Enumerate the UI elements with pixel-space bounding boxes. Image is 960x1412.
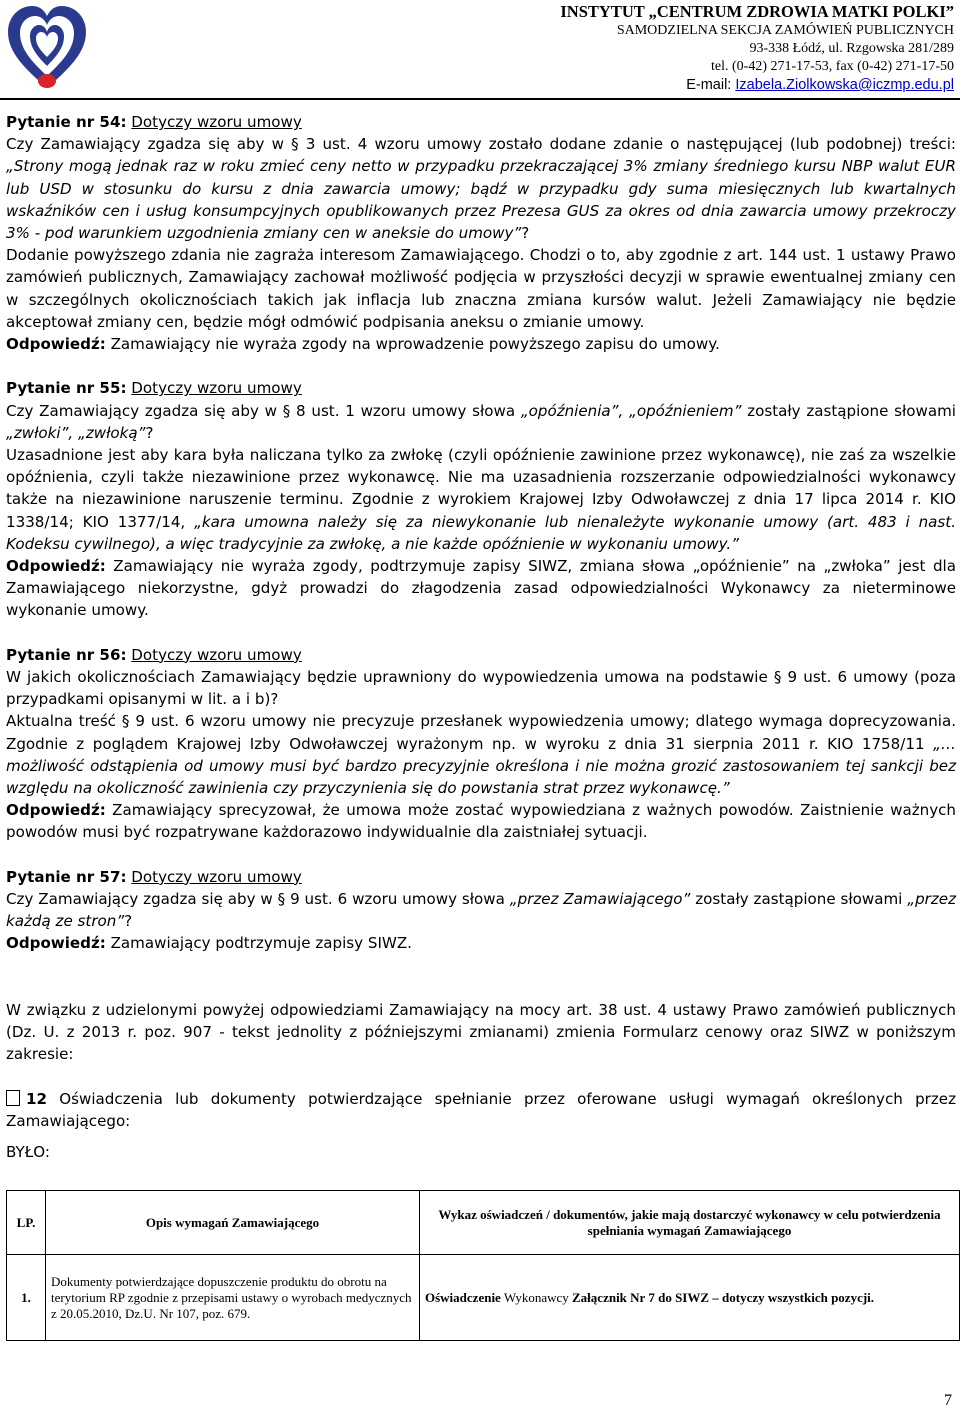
question-55-justification-plain: Uzasadnione jest aby kara była naliczana tylko za zwłokę (czyli opóźnienie zawinione przez wykonawcę), nie zaś za wszelkie opóźnienia, czyli także niezawinione przez wykonawcę. Nie ma uzasadnienia rozszerzanie odpowiedzialności wykonawcy także na niezawinione naruszenie terminu. Zgodnie z wyrokiem Krajowej Izby Odwoławczej z dnia 17 lipca 2014 r. KIO 1338/14; KIO 1377/14,	[6, 446, 956, 531]
question-55-justification	[6, 444, 956, 555]
question-56-answer	[6, 799, 956, 843]
table-header-lp: LP.	[7, 1191, 46, 1255]
question-55-quote-2: „zwłoki”, „zwłoką”	[6, 423, 146, 442]
row-documents-part-3: Załącznik Nr 7 do SIWZ – dotyczy wszystkich pozycji.	[572, 1289, 875, 1305]
question-55-justification-quote: „kara umowna należy się za niewykonanie lub nienależyte wykonanie umowy (art. 483 i nast. Kodeksu cywilnego), a więc tradycyjnie za zwłokę, a nie każde opóźnienie w wykonaniu umowy.”	[6, 512, 956, 553]
header-divider	[0, 98, 960, 100]
answer-text: Zamawiający nie wyraża zgody na wprowadzenie powyższego zapisu do umowy.	[105, 335, 720, 354]
question-57-title: Pytanie nr 57:	[6, 867, 127, 886]
closing-paragraph: W związku z udzielonymi powyżej odpowiedziami Zamawiający na mocy art. 38 ust. 4 ustawy Prawo zamówień publicznych (Dz. U. z 2013 r. poz. 907 - tekst jednolity z późniejszymi zmianami) zmienia Formularz cenowy oraz SIWZ w poniższym zakresie:	[6, 1001, 956, 1064]
question-57-topic: Dotyczy wzoru umowy	[131, 867, 302, 886]
section-number: 12	[26, 1089, 48, 1108]
question-55-text-mid: zostały zastąpione słowami	[741, 401, 956, 420]
question-57-text-mid: zostały zastąpione słowami	[690, 890, 908, 909]
email-label: E-mail:	[686, 77, 736, 93]
address: 93-338 Łódź, ul. Rzgowska 281/289	[749, 41, 954, 56]
question-54-justification: Dodanie powyższego zdania nie zagraża interesom Zamawiającego. Chodzi o to, aby zgodnie z art. 144 ust. 1 ustawy Prawo zamówień publicznych, Zamawiający zachował możliwość podjęcia w przyszłości decyzji w sprawie ewentualnej zmiany cen w szczególnych okolicznościach takich jak inflacja lub znaczna zmiana kursów walut. Jeżeli Zamawiający nie będzie akceptował zmiany cen, będzie mógł odmówić podpisania aneksu o zmianie umowy.	[6, 246, 956, 331]
question-55-answer	[6, 555, 956, 622]
table-header-row	[7, 1191, 960, 1255]
table-header-description: Opis wymagań Zamawiającego	[46, 1191, 420, 1255]
question-57-answer	[6, 932, 956, 954]
question-56-heading	[6, 644, 956, 666]
question-54-heading	[6, 111, 956, 133]
question-56-text: W jakich okolicznościach Zamawiający będzie uprawniony do wypowiedzenia umowa na podstawie § 9 ust. 6 umowy (poza przypadkami opisanymi w lit. a i b)?	[6, 668, 956, 709]
answer-label: Odpowiedź:	[6, 801, 106, 820]
row-description: Dokumenty potwierdzające dopuszczenie produktu do obrotu na terytorium RP zgodnie z przepisami ustawy o wyrobach medycznych z 20.05.2010, Dz.U. Nr 107, poz. 679.	[46, 1255, 420, 1341]
answer-label: Odpowiedź:	[6, 934, 106, 953]
question-54-text-end: ?	[521, 224, 530, 243]
table-row	[7, 1255, 960, 1341]
section-12-heading	[6, 1088, 956, 1132]
question-57-text-plain: Czy Zamawiający zgadza się aby w § 9 ust. 6 wzoru umowy słowa	[6, 890, 510, 909]
question-56-justification-quote: „…możliwość odstąpienia od umowy musi być bardzo precyzyjnie określona i nie można grozić zastosowaniem tej sankcji bez względu na okoliczność zawinienia czy przyczynienia się do powstania strat przez wykonawcę.”	[6, 734, 956, 798]
row-documents	[420, 1255, 960, 1341]
answer-label: Odpowiedź:	[6, 335, 106, 354]
question-55-text-plain: Czy Zamawiający zgadza się aby w § 8 ust. 1 wzoru umowy słowa	[6, 401, 521, 420]
org-name: INSTYTUT „CENTRUM ZDROWIA MATKI POLKI”	[560, 2, 954, 21]
question-56-title: Pytanie nr 56:	[6, 645, 127, 664]
paragraph-box-icon	[6, 1090, 20, 1106]
question-57-quote-2: „przez każdą ze stron”	[6, 890, 957, 931]
row-documents-part-1: Oświadczenie	[425, 1289, 501, 1305]
letterhead	[560, 2, 954, 94]
question-54-text-quote: „Strony mogą jednak raz w roku zmieć ceny netto w przypadku przekraczającej 3% zmiany średniego kursu NBP walut EUR lub USD w stosunku do kursu z dnia zawarcia umowy; bądź w przypadku gdy suma miesięcznych lub kwartalnych wskaźników cen i usług konsumpcyjnych opublikowanych przez Prezesa GUS za okres od dnia zawarcia umowy przekroczy 3% - pod warunkiem uzgodnienia zmiany cen w aneksie do umowy”	[6, 157, 956, 243]
document-body	[6, 111, 956, 1163]
question-54-title: Pytanie nr 54:	[6, 113, 127, 131]
question-56-topic: Dotyczy wzoru umowy	[131, 645, 302, 664]
page-number: 7	[944, 1392, 952, 1409]
question-54-text	[6, 133, 956, 244]
bylo-label: BYŁO:	[6, 1143, 50, 1162]
question-55-heading	[6, 377, 956, 399]
answer-text: Zamawiający sprecyzował, że umowa może zostać wypowiedziana z ważnych powodów. Zaistnienie ważnych powodów musi być rozpatrywane każdorazowo indywidualnie dla zaistniałej sytuacji.	[6, 801, 956, 842]
question-57-heading	[6, 866, 956, 888]
question-56-justification	[6, 710, 956, 799]
email-link[interactable]: Izabela.Ziolkowska@iczmp.edu.pl	[735, 77, 954, 93]
row-documents-part-2: Wykonawcy	[500, 1289, 573, 1305]
row-lp: 1.	[7, 1255, 46, 1341]
question-57-quote-1: „przez Zamawiającego”	[509, 890, 691, 909]
question-57-text	[6, 888, 956, 932]
question-55-title: Pytanie nr 55:	[6, 379, 127, 398]
question-55-topic: Dotyczy wzoru umowy	[131, 379, 302, 398]
answer-text: Zamawiający podtrzymuje zapisy SIWZ.	[105, 934, 412, 953]
question-56-justification-plain: Aktualna treść § 9 ust. 6 wzoru umowy nie precyzuje przesłanek wypowiedzenia umowy; dlatego wymaga doprecyzowania. Zgodnie z poglądem Krajowej Izby Odwoławczej wyrażonym np. w wyroku z dnia 31 sierpnia 2011 r. KIO 1758/11	[6, 712, 956, 753]
question-55-text-end: ?	[145, 423, 154, 442]
question-54-answer	[6, 333, 956, 355]
institute-logo	[4, 2, 90, 94]
question-54-text-plain: Czy Zamawiający zgadza się aby w § 3 ust. 4 wzoru umowy zostało dodane zdanie o następującej (lub podobnej) treści:	[6, 135, 956, 154]
phone-fax: tel. (0-42) 271-17-53, fax (0-42) 271-17-50	[711, 59, 954, 74]
department-name: SAMODZIELNA SEKCJA ZAMÓWIEŃ PUBLICZNYCH	[616, 23, 954, 38]
question-55-quote-1: „opóźnienia”, „opóźnieniem”	[520, 401, 742, 420]
requirements-table	[6, 1190, 960, 1341]
section-text: Oświadczenia lub dokumenty potwierdzające spełnianie przez oferowane usługi wymagań określonych przez Zamawiającego:	[6, 1089, 956, 1131]
question-55-text	[6, 400, 956, 444]
table-header-documents: Wykaz oświadczeń / dokumentów, jakie mają dostarczyć wykonawcy w celu potwierdzenia spełniania wymagań Zamawiającego	[420, 1191, 960, 1255]
answer-label: Odpowiedź:	[6, 557, 106, 576]
question-54-topic: Dotyczy wzoru umowy	[131, 113, 302, 131]
answer-text: Zamawiający nie wyraża zgody, podtrzymuje zapisy SIWZ, zmiana słowa „opóźnienie” na „zwłoka” jest dla Zamawiającego niekorzystne, gdyż prowadzi do złagodzenia zasad odpowiedzialności Wykonawcy za nieterminowe wykonanie umowy.	[6, 557, 956, 620]
email-line	[560, 76, 954, 94]
question-57-text-end: ?	[124, 912, 133, 931]
